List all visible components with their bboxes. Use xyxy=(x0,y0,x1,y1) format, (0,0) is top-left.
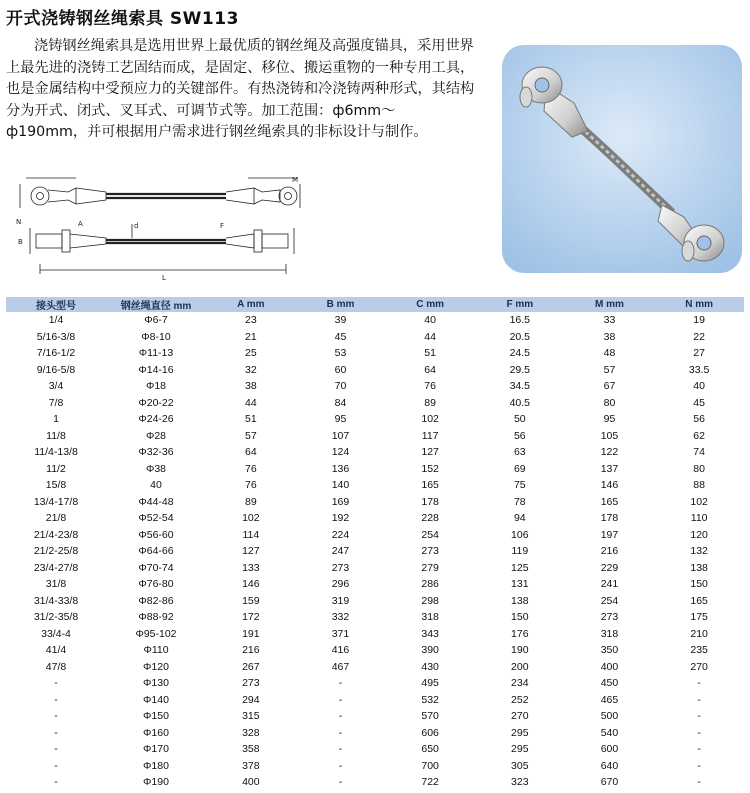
cell-c: 495 xyxy=(421,677,439,690)
cell-n: 19 xyxy=(693,314,705,327)
cell-f: 150 xyxy=(511,611,529,624)
cell-b: - xyxy=(338,759,343,772)
table-row xyxy=(6,725,744,742)
cell-a: 273 xyxy=(242,677,260,690)
cell-rope-diameter: Φ28 xyxy=(145,429,167,442)
cell-c: 152 xyxy=(421,462,439,475)
table-row xyxy=(6,395,744,412)
table-body xyxy=(6,312,744,791)
cell-c: 44 xyxy=(424,330,436,343)
cell-joint-model: 21/4-23/8 xyxy=(33,528,79,541)
cell-b: 467 xyxy=(331,660,350,673)
cell-b: 53 xyxy=(334,347,347,360)
cell-m: 57 xyxy=(603,363,616,376)
cell-joint-model: 9/16-5/8 xyxy=(36,363,76,376)
cell-rope-diameter: Φ6-7 xyxy=(144,314,168,327)
cell-n: 110 xyxy=(690,512,708,525)
cell-b: 60 xyxy=(334,363,347,376)
cell-b: 224 xyxy=(331,528,350,541)
cell-joint-model: 13/4-17/8 xyxy=(33,495,79,508)
cell-f: 138 xyxy=(511,594,529,607)
cell-m: 465 xyxy=(600,693,619,706)
table-row xyxy=(6,378,744,395)
cell-joint-model: - xyxy=(54,759,58,772)
cell-n: 74 xyxy=(693,446,705,459)
cell-c: 64 xyxy=(424,363,436,376)
cell-a: 21 xyxy=(244,330,257,343)
cell-joint-model: 1 xyxy=(53,413,59,426)
cell-b: - xyxy=(338,743,343,756)
cell-joint-model: 21/2-25/8 xyxy=(33,545,79,558)
cell-a: 44 xyxy=(244,396,257,409)
table-row xyxy=(6,741,744,758)
cell-a: 191 xyxy=(242,627,260,640)
cell-joint-model: - xyxy=(54,776,58,789)
cell-f: 323 xyxy=(511,776,529,789)
cell-n: 210 xyxy=(690,627,708,640)
cell-joint-model: 47/8 xyxy=(45,660,67,673)
cell-f: 295 xyxy=(511,726,529,739)
table-header-row xyxy=(6,297,744,312)
table-row xyxy=(6,626,744,643)
cell-b: 247 xyxy=(331,545,350,558)
cell-rope-diameter: Φ8-10 xyxy=(141,330,171,343)
cell-f: 305 xyxy=(511,759,529,772)
table-row xyxy=(6,461,744,478)
cell-n: 270 xyxy=(690,660,708,673)
cell-a: 216 xyxy=(242,644,260,657)
cell-a: 358 xyxy=(242,743,260,756)
cell-n: - xyxy=(697,743,701,756)
cell-n: - xyxy=(697,726,701,739)
label-b: B xyxy=(18,238,23,246)
cell-c: 228 xyxy=(421,512,439,525)
cell-joint-model: 23/4-27/8 xyxy=(33,561,79,574)
cell-joint-model: 11/2 xyxy=(46,462,66,475)
cell-n: 102 xyxy=(690,495,708,508)
cell-joint-model: 3/4 xyxy=(48,380,64,393)
cell-m: 450 xyxy=(600,677,619,690)
cell-a: 294 xyxy=(242,693,260,706)
cell-n: 56 xyxy=(693,413,705,426)
cell-n: 33.5 xyxy=(688,363,710,376)
cell-n: - xyxy=(697,776,701,789)
cell-n: - xyxy=(697,759,701,772)
cell-c: 117 xyxy=(421,429,439,442)
cell-b: 95 xyxy=(334,413,347,426)
cell-m: 67 xyxy=(603,380,616,393)
cell-c: 273 xyxy=(421,545,439,558)
cell-rope-diameter: Φ11-13 xyxy=(138,347,174,360)
cell-m: 48 xyxy=(603,347,616,360)
cell-a: 315 xyxy=(242,710,260,723)
product-photo xyxy=(502,45,742,273)
cell-f: 119 xyxy=(511,545,529,558)
cell-joint-model: 5/16-3/8 xyxy=(36,330,76,343)
cell-m: 400 xyxy=(600,660,619,673)
cell-f: 40.5 xyxy=(509,396,531,409)
cell-rope-diameter: Φ76-80 xyxy=(138,578,174,591)
cell-b: 296 xyxy=(331,578,350,591)
table-row xyxy=(6,708,744,725)
spec-table xyxy=(6,297,744,791)
cell-joint-model: 15/8 xyxy=(45,479,67,492)
table-row xyxy=(6,345,744,362)
cell-f: 16.5 xyxy=(509,314,531,327)
cell-rope-diameter: Φ24-26 xyxy=(138,413,174,426)
cell-n: 165 xyxy=(690,594,708,607)
cell-joint-model: 31/4-33/8 xyxy=(33,594,79,607)
cell-n: 138 xyxy=(690,561,708,574)
cell-c: 390 xyxy=(421,644,439,657)
cell-f: 106 xyxy=(511,528,529,541)
cell-rope-diameter: Φ88-92 xyxy=(138,611,174,624)
cell-a: 159 xyxy=(242,594,260,607)
table-row xyxy=(6,494,744,511)
cell-m: 241 xyxy=(600,578,619,591)
cell-n: - xyxy=(697,677,701,690)
cell-a: 146 xyxy=(242,578,260,591)
cell-a: 76 xyxy=(244,462,257,475)
cell-b: - xyxy=(338,677,343,690)
cell-a: 378 xyxy=(242,759,260,772)
table-row xyxy=(6,329,744,346)
header-f: F mm xyxy=(475,297,565,312)
cell-b: 273 xyxy=(331,561,350,574)
cell-rope-diameter: Φ44-48 xyxy=(138,495,174,508)
cell-n: 27 xyxy=(693,347,705,360)
cell-c: 650 xyxy=(421,743,439,756)
cell-rope-diameter: Φ160 xyxy=(143,726,169,739)
cell-m: 273 xyxy=(600,611,619,624)
header-n: N mm xyxy=(654,297,744,312)
cell-a: 38 xyxy=(244,380,257,393)
cell-c: 254 xyxy=(421,528,439,541)
cell-a: 114 xyxy=(242,528,260,541)
cell-n: 40 xyxy=(693,380,705,393)
cell-rope-diameter: Φ14-16 xyxy=(138,363,174,376)
cell-c: 606 xyxy=(421,726,439,739)
table-row xyxy=(6,675,744,692)
cell-a: 23 xyxy=(244,314,257,327)
table-row xyxy=(6,362,744,379)
cell-a: 51 xyxy=(244,413,257,426)
cell-rope-diameter: Φ190 xyxy=(143,776,169,789)
cell-b: 169 xyxy=(331,495,350,508)
cell-b: 39 xyxy=(334,314,347,327)
cell-a: 328 xyxy=(242,726,260,739)
cell-joint-model: 41/4 xyxy=(45,644,67,657)
cell-joint-model: 11/4-13/8 xyxy=(34,446,78,459)
cell-a: 57 xyxy=(244,429,257,442)
cell-m: 500 xyxy=(600,710,619,723)
cell-b: - xyxy=(338,776,343,789)
cell-b: 136 xyxy=(331,462,350,475)
table-row xyxy=(6,576,744,593)
label-m: M xyxy=(292,176,299,184)
cell-a: 89 xyxy=(244,495,257,508)
cell-c: 279 xyxy=(421,561,439,574)
cell-b: 319 xyxy=(331,594,350,607)
top-view xyxy=(20,178,300,208)
cell-n: 235 xyxy=(690,644,708,657)
cell-c: 570 xyxy=(421,710,439,723)
cell-joint-model: 31/8 xyxy=(45,578,67,591)
cell-rope-diameter: Φ110 xyxy=(143,644,169,657)
cell-m: 137 xyxy=(600,462,619,475)
table-row xyxy=(6,758,744,775)
cell-c: 40 xyxy=(424,314,436,327)
cell-m: 318 xyxy=(600,627,619,640)
cell-f: 29.5 xyxy=(509,363,531,376)
table-row xyxy=(6,659,744,676)
cell-rope-diameter: Φ52-54 xyxy=(138,512,174,525)
cell-n: - xyxy=(697,693,701,706)
cell-rope-diameter: Φ64-66 xyxy=(138,545,174,558)
cell-b: 70 xyxy=(334,380,347,393)
cell-joint-model: 11/8 xyxy=(46,429,66,442)
cell-n: 120 xyxy=(690,528,708,541)
cell-n: - xyxy=(697,710,701,723)
cell-a: 25 xyxy=(244,347,257,360)
cell-m: 80 xyxy=(603,396,616,409)
cell-c: 89 xyxy=(424,396,436,409)
header-joint-model: 接头型号 xyxy=(6,297,106,312)
table-row xyxy=(6,543,744,560)
cell-c: 76 xyxy=(424,380,436,393)
cell-f: 252 xyxy=(511,693,529,706)
cell-rope-diameter: Φ130 xyxy=(143,677,169,690)
page-title: 开式浇铸钢丝绳索具 SW113 xyxy=(6,9,239,29)
cell-m: 165 xyxy=(600,495,619,508)
cell-joint-model: - xyxy=(54,710,58,723)
cell-b: 416 xyxy=(331,644,350,657)
table-row xyxy=(6,527,744,544)
cell-b: 124 xyxy=(331,446,350,459)
cell-joint-model: 21/8 xyxy=(45,512,67,525)
cell-f: 125 xyxy=(511,561,529,574)
cell-joint-model: 1/4 xyxy=(48,314,64,327)
cell-joint-model: - xyxy=(54,726,58,739)
table-row xyxy=(6,444,744,461)
cell-joint-model: - xyxy=(54,693,58,706)
cell-n: 132 xyxy=(690,545,708,558)
cell-m: 600 xyxy=(600,743,619,756)
cell-rope-diameter: Φ95-102 xyxy=(135,627,177,640)
table-row xyxy=(6,312,744,329)
cell-m: 216 xyxy=(600,545,619,558)
cell-rope-diameter: Φ38 xyxy=(145,462,167,475)
cell-rope-diameter: Φ150 xyxy=(143,710,169,723)
cell-b: 107 xyxy=(331,429,350,442)
cell-m: 540 xyxy=(600,726,619,739)
cell-rope-diameter: Φ140 xyxy=(143,693,169,706)
cell-f: 270 xyxy=(511,710,529,723)
cell-m: 640 xyxy=(600,759,619,772)
cell-b: - xyxy=(338,710,343,723)
cell-f: 94 xyxy=(513,512,526,525)
cell-n: 175 xyxy=(690,611,708,624)
cell-f: 176 xyxy=(511,627,529,640)
label-a: A xyxy=(78,220,83,228)
cell-n: 80 xyxy=(693,462,705,475)
cell-m: 146 xyxy=(600,479,619,492)
cell-c: 165 xyxy=(421,479,439,492)
cell-a: 133 xyxy=(242,561,260,574)
cell-n: 22 xyxy=(693,330,705,343)
label-f: F xyxy=(220,222,225,230)
intro-paragraph: 浇铸钢丝绳索具是选用世界上最优质的钢丝绳及高强度锚具，采用世界上最先进的浇铸工艺固结而成，是固定、移位、搬运重物的一种专用工具，也是金属结构中受预应力的关键部件。有热浇铸和冷浇铸两种形式，其结构分为开式、闭式、叉耳式、可调节式等。加工范围：ф6mm～ф190mm，并可根据用户需求进行钢丝绳索具的非标设计与制作。 xyxy=(6,38,475,141)
cell-rope-diameter: Φ82-86 xyxy=(138,594,174,607)
cell-c: 343 xyxy=(421,627,439,640)
cell-rope-diameter: Φ56-60 xyxy=(138,528,174,541)
cell-m: 229 xyxy=(600,561,619,574)
cell-c: 298 xyxy=(421,594,439,607)
cell-n: 45 xyxy=(693,396,705,409)
cell-joint-model: - xyxy=(54,743,58,756)
header-a: A mm xyxy=(206,297,296,312)
cell-rope-diameter: Φ170 xyxy=(143,743,169,756)
cell-rope-diameter: Φ70-74 xyxy=(138,561,174,574)
cell-f: 234 xyxy=(511,677,529,690)
cell-m: 254 xyxy=(600,594,619,607)
side-view xyxy=(30,224,294,274)
cell-a: 172 xyxy=(242,611,260,624)
cell-n: 150 xyxy=(690,578,708,591)
cell-rope-diameter: Φ18 xyxy=(145,380,167,393)
table-row xyxy=(6,774,744,791)
cell-b: 84 xyxy=(334,396,347,409)
cell-c: 127 xyxy=(421,446,439,459)
cell-n: 88 xyxy=(693,479,705,492)
cell-a: 64 xyxy=(244,446,257,459)
cell-m: 197 xyxy=(600,528,619,541)
table-row xyxy=(6,428,744,445)
cell-rope-diameter: Φ180 xyxy=(143,759,169,772)
cell-m: 670 xyxy=(600,776,619,789)
header-b: B mm xyxy=(296,297,386,312)
cell-f: 295 xyxy=(511,743,529,756)
cell-f: 78 xyxy=(513,495,526,508)
cell-joint-model: 33/4-4 xyxy=(41,627,71,640)
table-row xyxy=(6,560,744,577)
cell-f: 34.5 xyxy=(509,380,531,393)
cell-m: 95 xyxy=(603,413,616,426)
cell-joint-model: 7/8 xyxy=(48,396,64,409)
technical-drawing xyxy=(16,174,304,286)
header-rope-diameter: 钢丝绳直径 mm xyxy=(106,297,206,312)
cell-b: 371 xyxy=(331,627,350,640)
cell-c: 700 xyxy=(421,759,439,772)
cell-m: 178 xyxy=(600,512,619,525)
cell-rope-diameter: Φ20-22 xyxy=(138,396,174,409)
cell-a: 400 xyxy=(242,776,260,789)
cell-f: 69 xyxy=(513,462,526,475)
cell-b: 332 xyxy=(331,611,350,624)
cell-c: 532 xyxy=(421,693,439,706)
cell-b: 140 xyxy=(331,479,350,492)
header-m: M mm xyxy=(565,297,655,312)
cell-a: 127 xyxy=(242,545,260,558)
table-row xyxy=(6,477,744,494)
cell-m: 122 xyxy=(600,446,619,459)
cell-f: 24.5 xyxy=(509,347,531,360)
cell-a: 102 xyxy=(242,512,260,525)
cell-c: 51 xyxy=(424,347,436,360)
cell-rope-diameter: 40 xyxy=(150,479,162,492)
table-row xyxy=(6,692,744,709)
cell-m: 33 xyxy=(603,314,616,327)
cell-rope-diameter: Φ32-36 xyxy=(138,446,174,459)
cell-a: 76 xyxy=(244,479,257,492)
cell-f: 131 xyxy=(511,578,529,591)
cell-m: 350 xyxy=(600,644,619,657)
table-row xyxy=(6,510,744,527)
table-row xyxy=(6,593,744,610)
cell-joint-model: 31/2-35/8 xyxy=(33,611,79,624)
cell-m: 105 xyxy=(600,429,619,442)
cell-b: - xyxy=(338,726,343,739)
cell-f: 56 xyxy=(513,429,526,442)
label-d: d xyxy=(134,222,139,230)
table-row xyxy=(6,411,744,428)
cell-f: 50 xyxy=(513,413,526,426)
cell-joint-model: - xyxy=(54,677,58,690)
table-row xyxy=(6,642,744,659)
cell-f: 200 xyxy=(511,660,529,673)
cell-c: 178 xyxy=(421,495,439,508)
cell-m: 38 xyxy=(603,330,616,343)
cell-c: 318 xyxy=(421,611,439,624)
cell-c: 102 xyxy=(421,413,439,426)
cell-rope-diameter: Φ120 xyxy=(143,660,169,673)
cell-b: - xyxy=(338,693,343,706)
cell-c: 286 xyxy=(421,578,439,591)
table-row xyxy=(6,609,744,626)
cell-f: 190 xyxy=(511,644,529,657)
cell-a: 32 xyxy=(244,363,257,376)
cell-n: 62 xyxy=(693,429,705,442)
cell-b: 45 xyxy=(334,330,347,343)
cell-joint-model: 7/16-1/2 xyxy=(36,347,76,360)
cell-f: 63 xyxy=(513,446,526,459)
header-c: C mm xyxy=(385,297,475,312)
cell-c: 722 xyxy=(421,776,439,789)
cell-f: 75 xyxy=(513,479,526,492)
label-l: L xyxy=(162,274,166,282)
cell-f: 20.5 xyxy=(509,330,531,343)
cell-c: 430 xyxy=(421,660,439,673)
cell-a: 267 xyxy=(242,660,260,673)
cell-b: 192 xyxy=(331,512,350,525)
label-n: N xyxy=(16,218,22,226)
